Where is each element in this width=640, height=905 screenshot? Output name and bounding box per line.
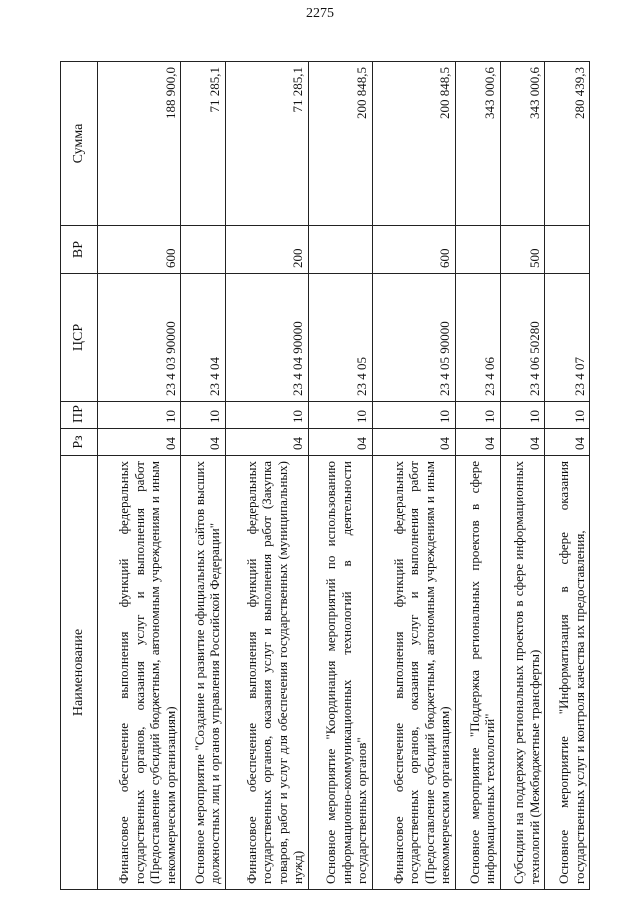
row-pr: 10 — [225, 402, 308, 429]
row-rz: 04 — [98, 429, 181, 456]
table-row — [98, 62, 181, 890]
row-sum: 188 900,0 — [98, 62, 181, 226]
row-pr: 10 — [308, 402, 372, 429]
row-vr: 600 — [98, 226, 181, 274]
row-sum: 280 439,3 — [545, 62, 590, 226]
row-pr: 10 — [500, 402, 545, 429]
row-pr: 10 — [98, 402, 181, 429]
row-rz: 04 — [308, 429, 372, 456]
table-row — [225, 62, 308, 890]
table-row — [308, 62, 372, 890]
row-vr: 500 — [500, 226, 545, 274]
table-row — [372, 62, 455, 890]
row-csr: 23 4 05 — [308, 274, 372, 402]
row-name: Основное мероприятие "Создание и развитие официальных сайтов высших должностных лиц и органов управления Российской Федерации" — [181, 456, 226, 890]
row-csr: 23 4 04 90000 — [225, 274, 308, 402]
row-sum: 71 285,1 — [225, 62, 308, 226]
row-sum: 200 848,5 — [372, 62, 455, 226]
row-name: Основное мероприятие "Информатизация в сфере оказания государственных услуг и контроля качества их предоставления, — [545, 456, 590, 890]
table-row — [455, 62, 500, 890]
row-sum: 343 000,6 — [455, 62, 500, 226]
row-rz: 04 — [545, 429, 590, 456]
row-csr: 23 4 03 90000 — [98, 274, 181, 402]
header-sum: Сумма — [61, 62, 98, 226]
row-csr: 23 4 05 90000 — [372, 274, 455, 402]
row-rz: 04 — [500, 429, 545, 456]
page-number: 2275 — [306, 6, 334, 21]
row-csr: 23 4 07 — [545, 274, 590, 402]
header-csr: ЦСР — [61, 274, 98, 402]
row-vr — [545, 226, 590, 274]
table-row — [545, 62, 590, 890]
rotated-page-content — [60, 62, 590, 890]
row-vr — [455, 226, 500, 274]
row-sum: 200 848,5 — [308, 62, 372, 226]
table-row — [500, 62, 545, 890]
header-vr: ВР — [61, 226, 98, 274]
row-csr: 23 4 06 — [455, 274, 500, 402]
row-csr: 23 4 04 — [181, 274, 226, 402]
row-vr: 200 — [225, 226, 308, 274]
row-name: Финансовое обеспечение выполнения функций федеральных государственных органов, оказания услуг и выполнения работ (Предоставление субсидий бюджетным, автономным учреждениям и иным некоммерческим организациям) — [372, 456, 455, 890]
row-sum: 71 285,1 — [181, 62, 226, 226]
row-pr: 10 — [372, 402, 455, 429]
row-name: Финансовое обеспечение выполнения функций федеральных государственных органов, оказания услуг и выполнения работ (Предоставление субсидий бюджетным, автономным учреждениям и иным некоммерческим организациям) — [98, 456, 181, 890]
row-vr — [181, 226, 226, 274]
table-header-row — [61, 62, 98, 890]
row-name: Основное мероприятие "Координация мероприятий по использованию информационно-коммуникационных технологий в деятельности государственных органов" — [308, 456, 372, 890]
header-rz: Рз — [61, 429, 98, 456]
row-rz: 04 — [225, 429, 308, 456]
table-row — [181, 62, 226, 890]
row-vr — [308, 226, 372, 274]
row-rz: 04 — [455, 429, 500, 456]
row-pr: 10 — [455, 402, 500, 429]
row-sum: 343 000,6 — [500, 62, 545, 226]
row-pr: 10 — [545, 402, 590, 429]
row-vr: 600 — [372, 226, 455, 274]
budget-table — [60, 61, 590, 890]
row-name: Субсидии на поддержку региональных проектов в сфере информационных технологий (Межбюджетные трансферты) — [500, 456, 545, 890]
row-pr: 10 — [181, 402, 226, 429]
header-pr: ПР — [61, 402, 98, 429]
header-name: Наименование — [61, 456, 98, 890]
row-name: Финансовое обеспечение выполнения функций федеральных государственных органов, оказания услуг и выполнения работ (Закупка товаров, работ и услуг для обеспечения государственных (муниципальных) нужд) — [225, 456, 308, 890]
row-rz: 04 — [181, 429, 226, 456]
row-name: Основное мероприятие "Поддержка региональных проектов в сфере информационных технологий" — [455, 456, 500, 890]
row-csr: 23 4 06 50280 — [500, 274, 545, 402]
row-rz: 04 — [372, 429, 455, 456]
